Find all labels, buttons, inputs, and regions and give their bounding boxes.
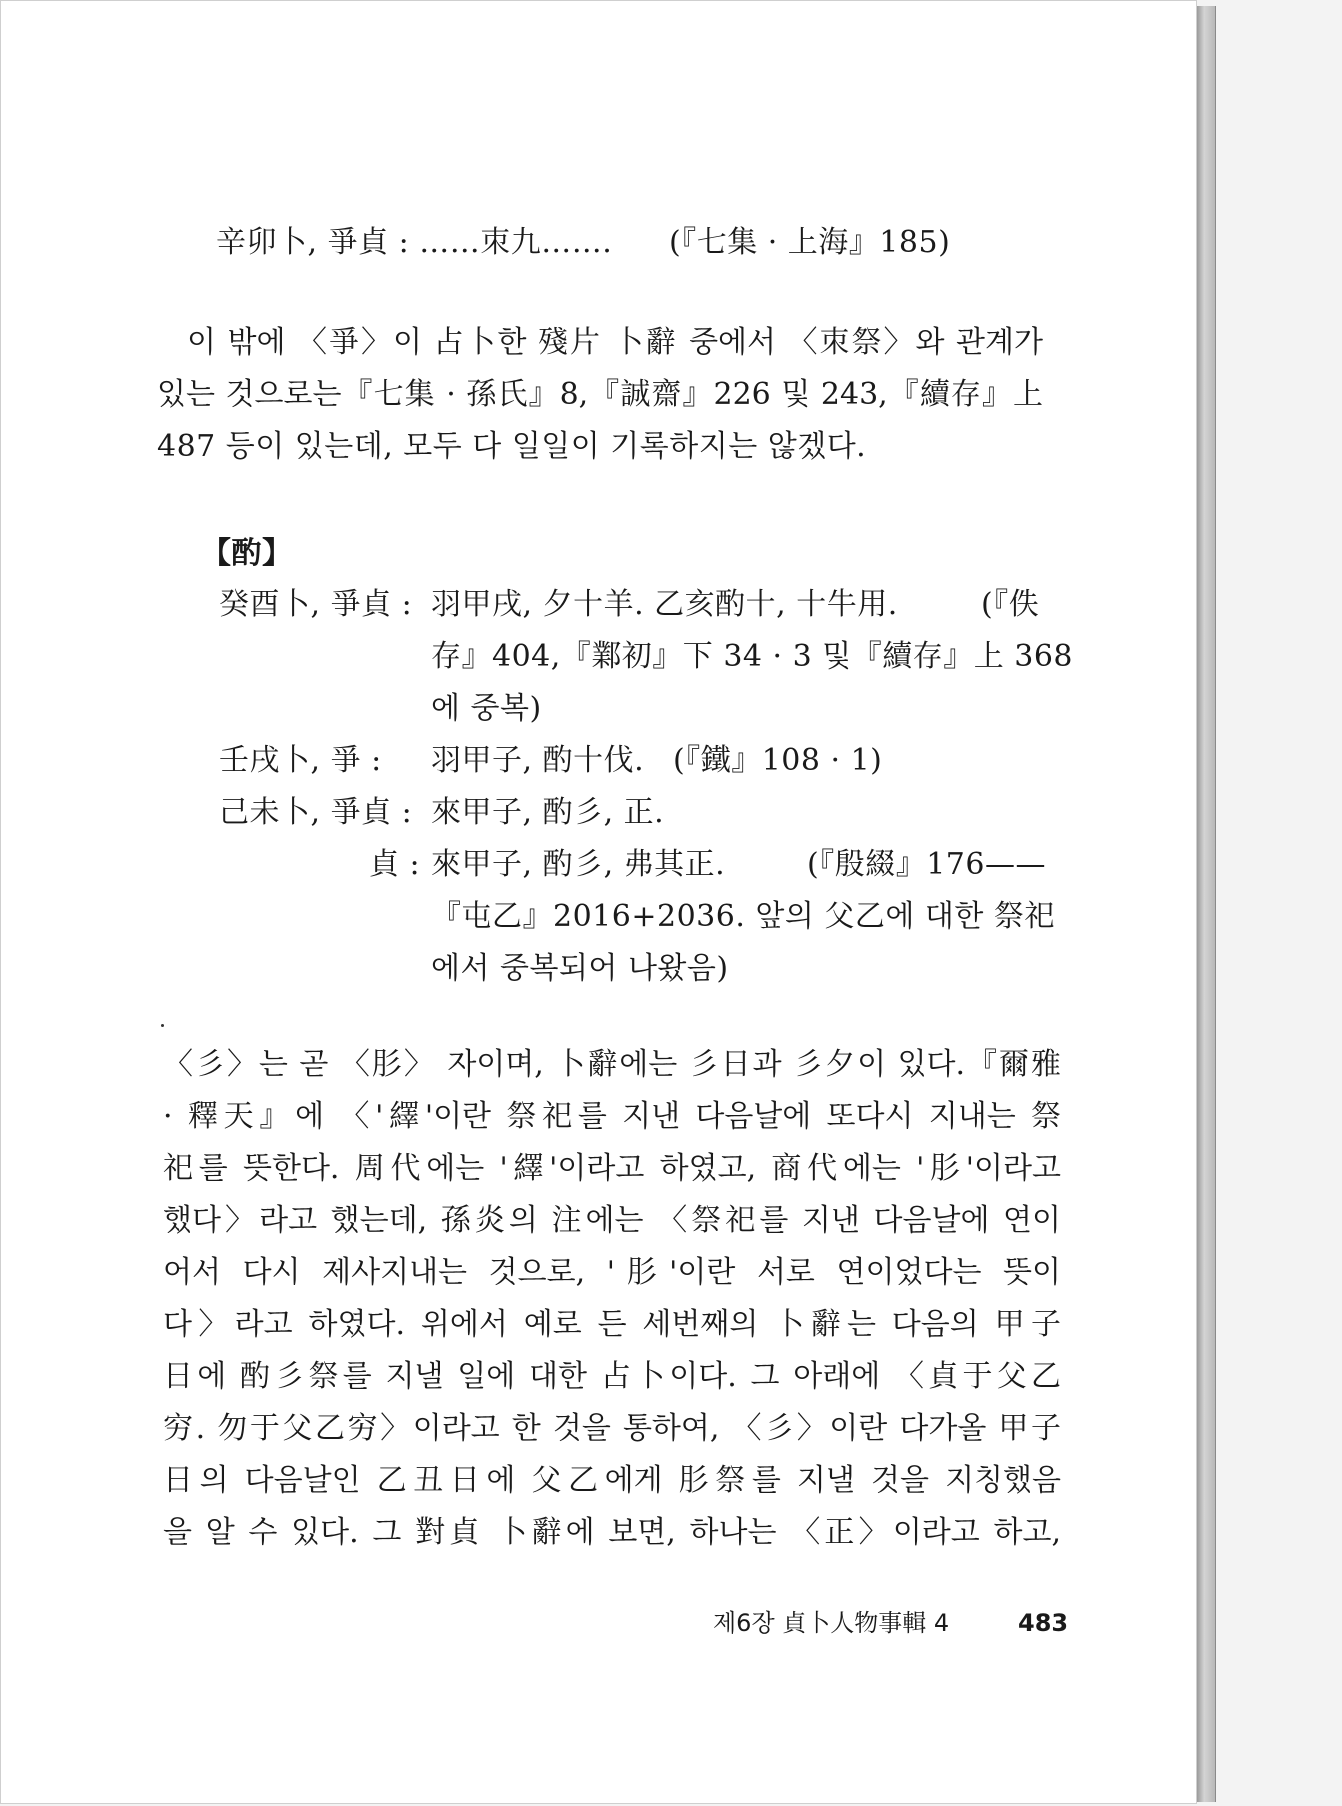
paragraph-line: 어서 다시 제사지내는 것으로, '肜'이란 서로 연이었다는 뜻이 bbox=[163, 1255, 1061, 1290]
section-heading: 【酌】 bbox=[201, 536, 293, 571]
entry-continuation: 『屯乙』2016+2036. 앞의 父乙에 대한 祭祀 bbox=[431, 899, 1055, 934]
entry-continuation: 에서 중복되어 나왔음) bbox=[431, 951, 729, 986]
paragraph-line: 祀를 뜻한다. 周代에는 '繹'이라고 하였고, 商代에는 '肜'이라고 bbox=[163, 1151, 1061, 1186]
paragraph-line: 穷. 勿于父乙穷〉이라고 한 것을 통하여, 〈彡〉이란 다가올 甲子 bbox=[163, 1411, 1061, 1446]
oracle-quote: 辛卯卜, 爭貞 : ……朿九……. bbox=[216, 225, 613, 260]
paragraph-line: 했다〉라고 했는데, 孫炎의 注에는 〈祭祀를 지낸 다음날에 연이 bbox=[163, 1203, 1061, 1238]
page-edge bbox=[1197, 6, 1216, 1802]
entry-text: 羽甲戌, 夕十羊. 乙亥酌十, 十牛用. bbox=[431, 587, 898, 622]
paragraph-line: 日의 다음날인 乙丑日에 父乙에게 肜祭를 지낼 것을 지칭했음 bbox=[163, 1463, 1061, 1498]
entry-label: 貞 : bbox=[369, 847, 421, 882]
entry-text: 羽甲子, 酌十伐. bbox=[431, 743, 645, 778]
entry-continuation: 에 중복) bbox=[431, 691, 542, 726]
paragraph-line: 다〉라고 하였다. 위에서 예로 든 세번째의 卜辭는 다음의 甲子 bbox=[163, 1307, 1061, 1342]
entry-label: 癸酉卜, 爭貞 : bbox=[219, 587, 413, 622]
entry-text: 來甲子, 酌彡, 正. bbox=[431, 795, 665, 830]
quote-citation: (『七集 · 上海』185) bbox=[669, 225, 951, 260]
entry-citation: (『鐵』108 · 1) bbox=[673, 743, 883, 778]
paragraph-line: 있는 것으로는『七集 · 孫氏』8,『誠齋』226 및 243,『續存』上 bbox=[157, 377, 1043, 412]
entry-label: 己未卜, 爭貞 : bbox=[219, 795, 413, 830]
paragraph-line: 487 등이 있는데, 모두 다 일일이 기록하지는 않겠다. bbox=[157, 429, 867, 464]
paragraph-line: 을 알 수 있다. 그 對貞 卜辭에 보면, 하나는 〈正〉이라고 하고, bbox=[163, 1515, 1061, 1550]
entry-text: 來甲子, 酌彡, 弗其正. bbox=[431, 847, 726, 882]
page-number: 483 bbox=[1018, 1609, 1069, 1637]
entry-citation: (『殷綴』176—— bbox=[807, 847, 1046, 882]
entry-citation: (『佚 bbox=[981, 587, 1040, 622]
paragraph-line: 日에 酌彡祭를 지낼 일에 대한 占卜이다. 그 아래에 〈貞于父乙 bbox=[163, 1359, 1061, 1394]
entry-label: 壬戌卜, 爭 : bbox=[219, 743, 382, 778]
paragraph-line: 이 밖에 〈爭〉이 占卜한 殘片 卜辭 중에서 〈朿祭〉와 관계가 bbox=[187, 325, 1043, 360]
paragraph-line: 〈彡〉는 곧 〈肜〉 자이며, 卜辭에는 彡日과 彡夕이 있다.『爾雅 bbox=[163, 1047, 1061, 1082]
entry-continuation: 存』404,『鄴初』下 34 · 3 및『續存』上 368 bbox=[431, 639, 1074, 674]
running-footer-chapter: 제6장 貞卜人物事輯 4 bbox=[713, 1609, 950, 1637]
paragraph-line: · 釋天』에 〈'繹'이란 祭祀를 지낸 다음날에 또다시 지내는 祭 bbox=[163, 1099, 1061, 1134]
stray-dot bbox=[161, 1024, 164, 1027]
